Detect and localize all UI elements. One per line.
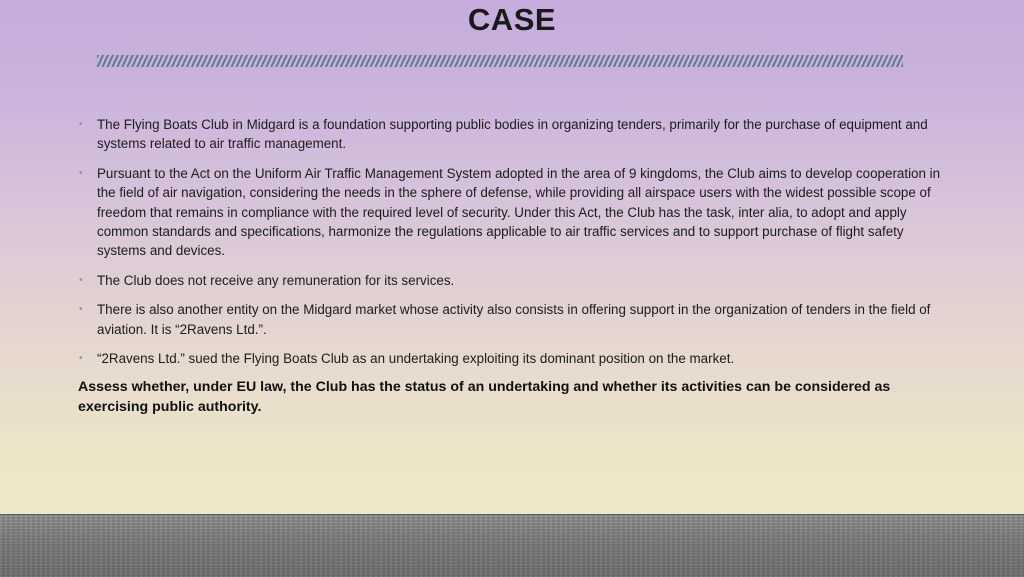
- bullet-item: [78, 271, 953, 290]
- bullet-icon: •: [79, 119, 83, 130]
- bullet-icon: •: [79, 304, 83, 316]
- bullet-item: [78, 164, 953, 261]
- bullet-text: “2Ravens Ltd.” sued the Flying Boats Club as an undertaking exploiting its dominant position on the market.: [97, 351, 735, 367]
- bullet-text: The Flying Boats Club in Midgard is a foundation supporting public bodies in organizing tenders, primarily for the purchase of equipment and systems related to air traffic management.: [97, 117, 928, 152]
- bullet-text: Pursuant to the Act on the Uniform Air Traffic Management System adopted in the area of 9 kingdoms, the Club aims to develop cooperation in the field of air navigation, considering the needs in the sphere of defense, while providing all airspace users with the widest possible scope of freedom that remains in compliance with the required level of security. Under this Act, the Club has the task, inter alia, to adopt and apply common standards and specifications, harmonize the regulations applicable to air traffic services and to support purchase of flight safety systems and devices.: [97, 165, 941, 259]
- bullet-text: The Club does not receive any remuneration for its services.: [97, 272, 455, 288]
- title-divider: [97, 55, 903, 67]
- floor-texture: [0, 515, 1024, 577]
- bullet-item: [78, 349, 953, 368]
- bullet-icon: •: [79, 353, 83, 365]
- assessment-question: Assess whether, under EU law, the Club has the status of an undertaking and whether its activities can be considered as exercising public authority.: [78, 379, 891, 416]
- bullet-icon: •: [79, 274, 83, 286]
- bullet-item: [78, 115, 953, 154]
- floor-decoration: [0, 514, 1024, 577]
- bullet-text: There is also another entity on the Midgard market whose activity also consists in offering support in the organization of tenders in the field of aviation. It is “2Ravens Ltd.”.: [97, 302, 931, 337]
- slide-content: [78, 115, 953, 417]
- slide-title: CASE: [467, 2, 557, 37]
- bullet-item: [78, 300, 953, 339]
- bullet-icon: •: [79, 167, 83, 179]
- bullet-list: [78, 115, 953, 368]
